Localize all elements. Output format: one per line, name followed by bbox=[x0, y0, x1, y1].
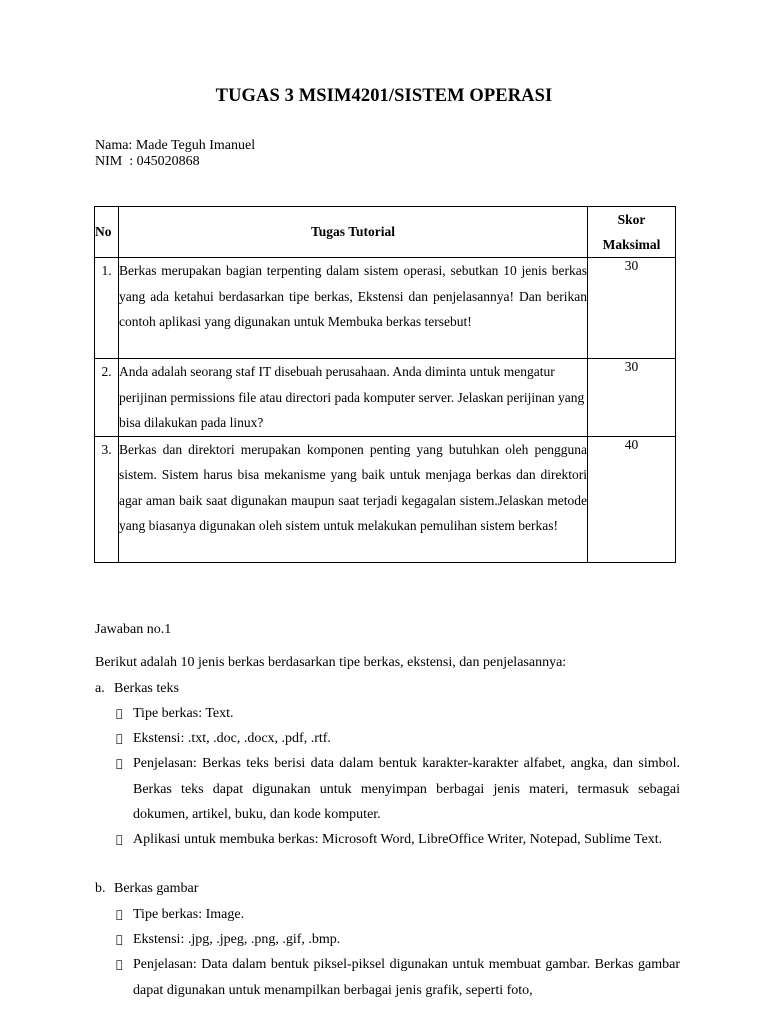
task-table bbox=[94, 206, 676, 563]
bullet-icon bbox=[116, 927, 123, 952]
header-score bbox=[588, 207, 676, 258]
list-item-text: Tipe berkas: Text. bbox=[133, 706, 234, 721]
section-title: Berkas gambar bbox=[114, 881, 199, 896]
bullet-list bbox=[116, 701, 680, 852]
bullet-icon bbox=[116, 726, 123, 751]
section-heading bbox=[95, 881, 198, 897]
list-item bbox=[116, 751, 680, 827]
list-item bbox=[116, 952, 680, 1002]
bullet-icon bbox=[116, 827, 123, 852]
document-title: TUGAS 3 MSIM4201/SISTEM OPERASI bbox=[215, 86, 553, 106]
row-task: Anda adalah seorang staf IT disebuah perusahaan. Anda diminta untuk mengatur perijinan permissions file atau directori pada komputer server. Jelaskan perijinan yang bisa dilakukan pada linux? bbox=[119, 359, 588, 437]
list-item bbox=[116, 827, 680, 852]
row-score: 30 bbox=[588, 359, 676, 437]
header-score-line2: Maksimal bbox=[602, 237, 661, 252]
header-task: Tugas Tutorial bbox=[119, 207, 588, 258]
row-score: 30 bbox=[588, 258, 676, 359]
bullet-icon bbox=[116, 902, 123, 927]
table-header-row bbox=[95, 207, 676, 258]
answer-title: Jawaban no.1 bbox=[95, 622, 172, 637]
list-item bbox=[116, 726, 680, 751]
row-task: Berkas merupakan bagian terpenting dalam sistem operasi, sebutkan 10 jenis berkas yang ada ketahui berdasarkan tipe berkas, Ekstensi dan penjelasannya! Dan berikan contoh aplikasi yang digunakan untuk Membuka berkas tersebut! bbox=[119, 258, 588, 359]
table-row bbox=[95, 436, 676, 562]
list-item bbox=[116, 927, 680, 952]
answer-intro: Berikut adalah 10 jenis berkas berdasarkan tipe berkas, ekstensi, dan penjelasannya: bbox=[95, 655, 567, 670]
bullet-icon bbox=[116, 952, 123, 977]
bullet-icon bbox=[116, 751, 123, 776]
list-item-text: Tipe berkas: Image. bbox=[133, 907, 245, 922]
header-score-line1: Skor bbox=[617, 212, 646, 227]
row-task: Berkas dan direktori merupakan komponen penting yang butuhkan oleh pengguna sistem. Sistem harus bisa mekanisme yang baik untuk menjaga berkas dan direktori agar aman baik saat digunakan maupun saat terjadi kegagalan sistem.Jelaskan metode yang biasanya digunakan oleh sistem untuk melakukan pemulihan sistem berkas! bbox=[119, 436, 588, 562]
list-item-text: Penjelasan: Data dalam bentuk piksel-piksel digunakan untuk membuat gambar. Berkas gambar dapat digunakan untuk menampilkan berbagai jenis grafik, seperti foto, bbox=[133, 957, 680, 998]
section-letter: b. bbox=[95, 881, 106, 896]
table-row bbox=[95, 258, 676, 359]
table-row bbox=[95, 359, 676, 437]
header-no: No bbox=[95, 207, 119, 258]
row-number: 2. bbox=[95, 359, 119, 437]
list-item-text: Ekstensi: .txt, .doc, .docx, .pdf, .rtf. bbox=[133, 731, 331, 747]
row-score: 40 bbox=[588, 436, 676, 562]
section-letter: a. bbox=[95, 681, 105, 696]
section-title: Berkas teks bbox=[114, 681, 179, 696]
list-item bbox=[116, 701, 680, 726]
student-nim: NIM : 045020868 bbox=[95, 154, 200, 169]
bullet-list bbox=[116, 902, 680, 1003]
row-number: 3. bbox=[95, 436, 119, 562]
section-heading bbox=[95, 681, 179, 697]
bullet-icon bbox=[116, 701, 123, 726]
list-item-text: Penjelasan: Berkas teks berisi data dalam bentuk karakter-karakter alfabet, angka, dan simbol. Berkas teks dapat digunakan untuk menyimpan berbagai jenis materi, termasuk sebagai dokumen, artikel, buku, dan kode komputer. bbox=[133, 756, 680, 822]
list-item-text: Ekstensi: .jpg, .jpeg, .png, .gif, .bmp. bbox=[133, 932, 341, 948]
student-name: Nama: Made Teguh Imanuel bbox=[95, 138, 256, 153]
list-item bbox=[116, 902, 680, 927]
list-item-text: Aplikasi untuk membuka berkas: Microsoft Word, LibreOffice Writer, Notepad, Sublime Text. bbox=[133, 832, 663, 848]
row-number: 1. bbox=[95, 258, 119, 359]
